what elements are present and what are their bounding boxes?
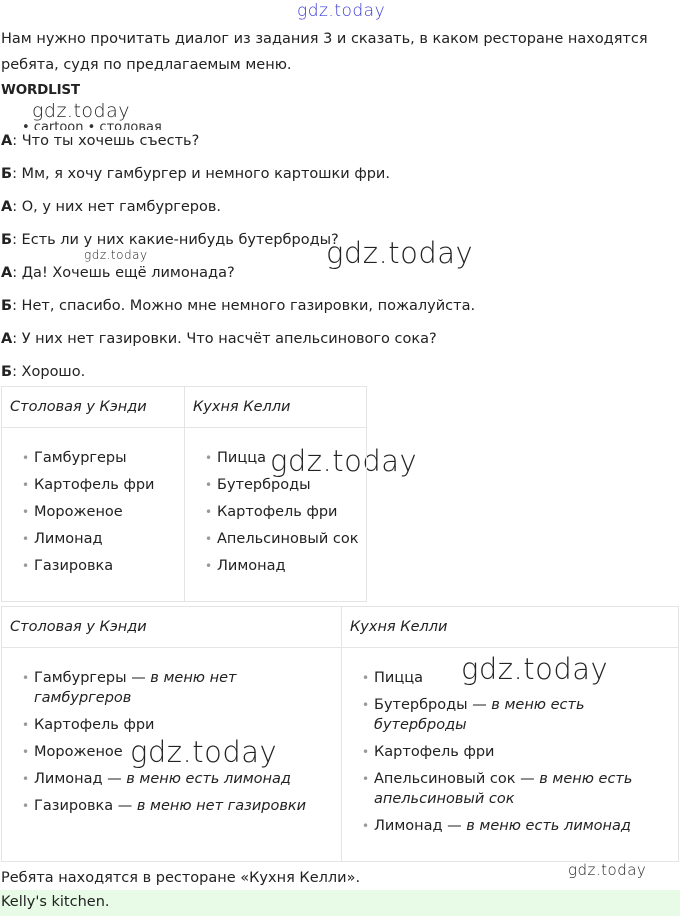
list-item: • Картофель фри (2, 715, 321, 735)
watermark: gdz.today (32, 100, 130, 122)
menu-table-2 (1, 606, 679, 862)
table-cell (2, 428, 185, 602)
dialogue-line: А: У них нет газировки. Что насчёт апельсинового сока? (1, 331, 437, 347)
watermark-small: gdz.today (568, 861, 647, 879)
watermark-large: gdz.today (326, 236, 474, 270)
list-item: • Лимонад — в меню есть лимонад (2, 769, 321, 789)
menu-table-1 (1, 386, 367, 602)
answer-text: Kelly's kitchen. (1, 894, 110, 910)
list-item: • Бутерброды (185, 475, 366, 495)
dialogue-line: А: Что ты хочешь съесть? (1, 133, 200, 149)
intro-line-2: ребята, судя по предлагаемым меню. (1, 57, 292, 73)
speaker: Б (1, 166, 13, 182)
list-item: • Пицца (185, 448, 366, 468)
list-item: • Лимонад (185, 556, 366, 576)
table-cell (185, 428, 367, 602)
speaker: А (1, 331, 13, 347)
dialogue-line: А: Да! Хочешь ещё лимонада? (1, 265, 235, 281)
conclusion: Ребята находятся в ресторане «Кухня Келли». (1, 870, 361, 886)
list-item: • Лимонад — в меню есть лимонад (342, 816, 658, 836)
list-item: • Гамбургеры — в меню нет гамбургеров (2, 668, 321, 708)
speaker: Б (1, 298, 13, 314)
list-item: • Пицца (342, 668, 658, 688)
list-item: • Гамбургеры (2, 448, 184, 468)
speaker: Б (1, 232, 13, 248)
list-item: • Лимонад (2, 529, 184, 549)
watermark-large: gdz.today (130, 735, 278, 769)
table-header-cell: Столовая у Кэнди (2, 387, 185, 428)
list-item: • Картофель фри (342, 742, 658, 762)
dialogue-line: Б: Хорошо. (1, 364, 86, 380)
dialogue-line: Б: Нет, спасибо. Можно мне немного газировки, пожалуйста. (1, 298, 476, 314)
watermark-large: gdz.today (270, 444, 418, 478)
dialogue-line: А: О, у них нет гамбургеров. (1, 199, 222, 215)
table-cell (342, 648, 679, 862)
table-header-cell: Кухня Келли (342, 607, 679, 648)
list-item: • Газировка (2, 556, 184, 576)
dialogue-line: Б: Есть ли у них какие-нибудь бутерброды? (1, 232, 339, 248)
list-item: • Газировка — в меню нет газировки (2, 796, 321, 816)
list-item: • Апельсиновый сок — в меню есть апельсиновый сок (342, 769, 658, 809)
watermark-small: gdz.today (84, 248, 148, 262)
intro-line-1: Нам нужно прочитать диалог из задания 3 и сказать, в каком ресторане находятся (1, 31, 648, 47)
answer-box (0, 890, 680, 916)
list-item: • Мороженое (2, 742, 321, 762)
list-item: • Бутерброды — в меню есть бутерброды (342, 695, 658, 735)
list-item: • Картофель фри (2, 475, 184, 495)
dialogue-line: Б: Мм, я хочу гамбургер и немного картошки фри. (1, 166, 390, 182)
wordlist-items-partial: • cartoon • столовая (22, 120, 162, 130)
table-header-cell: Столовая у Кэнди (2, 607, 342, 648)
list-item: • Мороженое (2, 502, 184, 522)
watermark-large: gdz.today (461, 652, 609, 686)
list-item: • Картофель фри (185, 502, 366, 522)
speaker: А (1, 199, 13, 215)
speaker: Б (1, 364, 13, 380)
speaker: А (1, 133, 13, 149)
table-cell (2, 648, 342, 862)
wordlist-heading: WORDLIST (1, 82, 80, 98)
speaker: А (1, 265, 13, 281)
list-item: • Апельсиновый сок (185, 529, 366, 549)
table-header-cell: Кухня Келли (185, 387, 367, 428)
watermark-top: gdz.today (297, 1, 386, 21)
